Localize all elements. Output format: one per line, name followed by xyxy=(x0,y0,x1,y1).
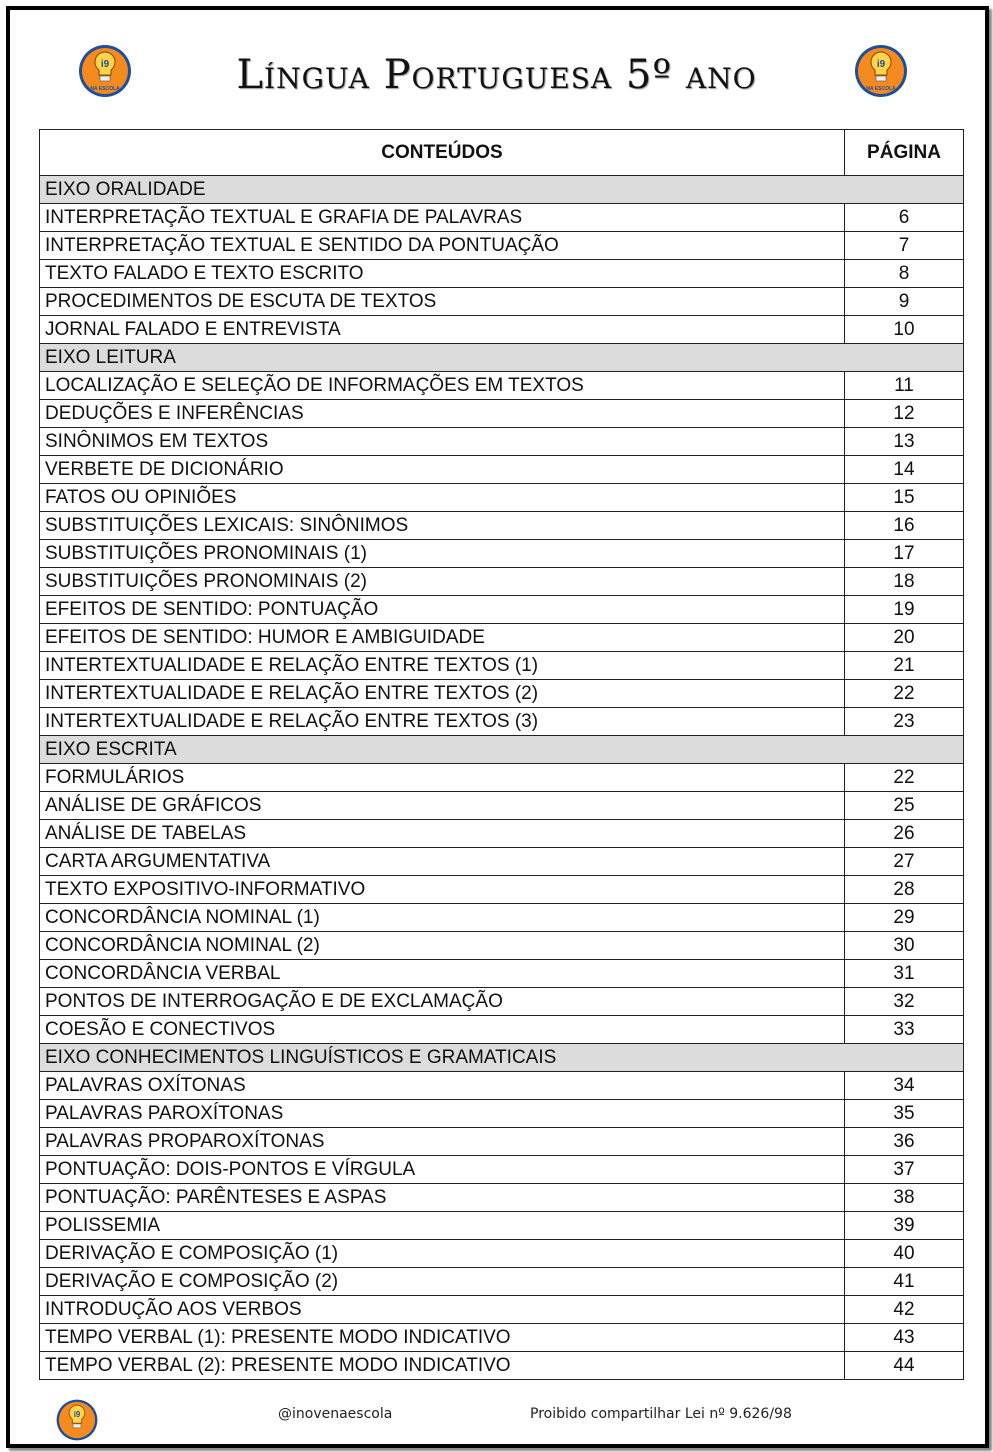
section-title: EIXO CONHECIMENTOS LINGUÍSTICOS E GRAMATICAIS xyxy=(40,1044,964,1072)
table-row xyxy=(40,624,964,652)
table-row xyxy=(40,764,964,792)
table-row xyxy=(40,540,964,568)
table-row xyxy=(40,512,964,540)
svg-text:NA ESCOLA: NA ESCOLA xyxy=(866,86,896,92)
page-number-cell: 14 xyxy=(845,456,964,484)
page-number-cell: 18 xyxy=(845,568,964,596)
topic-cell: INTERPRETAÇÃO TEXTUAL E SENTIDO DA PONTUAÇÃO xyxy=(40,232,845,260)
page-number-cell: 19 xyxy=(845,596,964,624)
table-row xyxy=(40,1156,964,1184)
table-row xyxy=(40,372,964,400)
table-row xyxy=(40,988,964,1016)
section-header-row xyxy=(40,176,964,204)
topic-cell: FATOS OU OPINIÕES xyxy=(40,484,845,512)
table-row xyxy=(40,1128,964,1156)
table-row xyxy=(40,1352,964,1380)
footer-handle: @inovenaescola xyxy=(278,1406,393,1422)
section-title: EIXO ORALIDADE xyxy=(40,176,964,204)
page-number-cell: 6 xyxy=(845,204,964,232)
svg-text:i9: i9 xyxy=(100,59,110,70)
page-number-cell: 27 xyxy=(845,848,964,876)
topic-cell: TEXTO FALADO E TEXTO ESCRITO xyxy=(40,260,845,288)
table-row xyxy=(40,848,964,876)
table-row xyxy=(40,456,964,484)
topic-cell: PONTOS DE INTERROGAÇÃO E DE EXCLAMAÇÃO xyxy=(40,988,845,1016)
page-number-cell: 34 xyxy=(845,1072,964,1100)
page-number-cell: 17 xyxy=(845,540,964,568)
page-number-cell: 22 xyxy=(845,680,964,708)
page-number-cell: 30 xyxy=(845,932,964,960)
table-row xyxy=(40,792,964,820)
topic-cell: INTERTEXTUALIDADE E RELAÇÃO ENTRE TEXTOS (1) xyxy=(40,652,845,680)
section-title: EIXO LEITURA xyxy=(40,344,964,372)
section-header-row xyxy=(40,1044,964,1072)
table-body xyxy=(40,176,964,1380)
table-row xyxy=(40,596,964,624)
page-number-cell: 44 xyxy=(845,1352,964,1380)
topic-cell: DEDUÇÕES E INFERÊNCIAS xyxy=(40,400,845,428)
table-row xyxy=(40,428,964,456)
footer-copyright-notice: Proibido compartilhar Lei nº 9.626/98 xyxy=(530,1406,792,1422)
topic-cell: ANÁLISE DE TABELAS xyxy=(40,820,845,848)
table-row xyxy=(40,876,964,904)
table-row xyxy=(40,400,964,428)
table-row xyxy=(40,1240,964,1268)
table-header-row xyxy=(40,130,964,176)
topic-cell: VERBETE DE DICIONÁRIO xyxy=(40,456,845,484)
topic-cell: PALAVRAS OXÍTONAS xyxy=(40,1072,845,1100)
page-title: Língua Portuguesa 5º ano xyxy=(236,52,757,98)
page-number-cell: 41 xyxy=(845,1268,964,1296)
page-number-cell: 21 xyxy=(845,652,964,680)
topic-cell: PALAVRAS PAROXÍTONAS xyxy=(40,1100,845,1128)
page-number-cell: 29 xyxy=(845,904,964,932)
topic-cell: PONTUAÇÃO: DOIS-PONTOS E VÍRGULA xyxy=(40,1156,845,1184)
page-number-cell: 36 xyxy=(845,1128,964,1156)
svg-text:i9: i9 xyxy=(876,59,886,70)
section-header-row xyxy=(40,736,964,764)
page-number-cell: 35 xyxy=(845,1100,964,1128)
column-header-contents: CONTEÚDOS xyxy=(40,130,845,176)
table-row xyxy=(40,1212,964,1240)
topic-cell: PALAVRAS PROPAROXÍTONAS xyxy=(40,1128,845,1156)
topic-cell: COESÃO E CONECTIVOS xyxy=(40,1016,845,1044)
topic-cell: JORNAL FALADO E ENTREVISTA xyxy=(40,316,845,344)
table-row xyxy=(40,288,964,316)
topic-cell: ANÁLISE DE GRÁFICOS xyxy=(40,792,845,820)
topic-cell: CONCORDÂNCIA NOMINAL (2) xyxy=(40,932,845,960)
topic-cell: INTERTEXTUALIDADE E RELAÇÃO ENTRE TEXTOS (3) xyxy=(40,708,845,736)
page-number-cell: 15 xyxy=(845,484,964,512)
topic-cell: EFEITOS DE SENTIDO: HUMOR E AMBIGUIDADE xyxy=(40,624,845,652)
table-row xyxy=(40,680,964,708)
topic-cell: POLISSEMIA xyxy=(40,1212,845,1240)
topic-cell: FORMULÁRIOS xyxy=(40,764,845,792)
topic-cell: INTERPRETAÇÃO TEXTUAL E GRAFIA DE PALAVRAS xyxy=(40,204,845,232)
topic-cell: SUBSTITUIÇÕES PRONOMINAIS (2) xyxy=(40,568,845,596)
table-row xyxy=(40,1324,964,1352)
table-row xyxy=(40,904,964,932)
topic-cell: SUBSTITUIÇÕES LEXICAIS: SINÔNIMOS xyxy=(40,512,845,540)
page-number-cell: 33 xyxy=(845,1016,964,1044)
page-number-cell: 20 xyxy=(845,624,964,652)
column-header-page: PÁGINA xyxy=(845,130,964,176)
svg-text:NA ESCOLA: NA ESCOLA xyxy=(90,86,120,92)
page-number-cell: 12 xyxy=(845,400,964,428)
page-number-cell: 7 xyxy=(845,232,964,260)
table-row xyxy=(40,316,964,344)
topic-cell: INTRODUÇÃO AOS VERBOS xyxy=(40,1296,845,1324)
topic-cell: CONCORDÂNCIA VERBAL xyxy=(40,960,845,988)
section-title: EIXO ESCRITA xyxy=(40,736,964,764)
page-number-cell: 25 xyxy=(845,792,964,820)
page-number-cell: 31 xyxy=(845,960,964,988)
page-number-cell: 10 xyxy=(845,316,964,344)
topic-cell: CARTA ARGUMENTATIVA xyxy=(40,848,845,876)
page-number-cell: 40 xyxy=(845,1240,964,1268)
topic-cell: SINÔNIMOS EM TEXTOS xyxy=(40,428,845,456)
section-header-row xyxy=(40,344,964,372)
page-number-cell: 23 xyxy=(845,708,964,736)
topic-cell: EFEITOS DE SENTIDO: PONTUAÇÃO xyxy=(40,596,845,624)
page-number-cell: 22 xyxy=(845,764,964,792)
page-number-cell: 13 xyxy=(845,428,964,456)
table-row xyxy=(40,1016,964,1044)
table-row xyxy=(40,1184,964,1212)
page-number-cell: 9 xyxy=(845,288,964,316)
page-number-cell: 11 xyxy=(845,372,964,400)
topic-cell: TEXTO EXPOSITIVO-INFORMATIVO xyxy=(40,876,845,904)
table-row xyxy=(40,708,964,736)
topic-cell: PROCEDIMENTOS DE ESCUTA DE TEXTOS xyxy=(40,288,845,316)
page-number-cell: 32 xyxy=(845,988,964,1016)
topic-cell: LOCALIZAÇÃO E SELEÇÃO DE INFORMAÇÕES EM TEXTOS xyxy=(40,372,845,400)
page-number-cell: 16 xyxy=(845,512,964,540)
page-number-cell: 39 xyxy=(845,1212,964,1240)
table-row xyxy=(40,204,964,232)
page-number-cell: 42 xyxy=(845,1296,964,1324)
table-row xyxy=(40,1100,964,1128)
table-row xyxy=(40,232,964,260)
topic-cell: SUBSTITUIÇÕES PRONOMINAIS (1) xyxy=(40,540,845,568)
topic-cell: DERIVAÇÃO E COMPOSIÇÃO (2) xyxy=(40,1268,845,1296)
page-number-cell: 26 xyxy=(845,820,964,848)
svg-text:i9: i9 xyxy=(73,1409,81,1419)
topic-cell: CONCORDÂNCIA NOMINAL (1) xyxy=(40,904,845,932)
page-number-cell: 38 xyxy=(845,1184,964,1212)
topic-cell: INTERTEXTUALIDADE E RELAÇÃO ENTRE TEXTOS (2) xyxy=(40,680,845,708)
page-number-cell: 43 xyxy=(845,1324,964,1352)
topic-cell: DERIVAÇÃO E COMPOSIÇÃO (1) xyxy=(40,1240,845,1268)
lightbulb-logo-icon xyxy=(55,1398,99,1442)
table-row xyxy=(40,1296,964,1324)
contents-table xyxy=(39,129,964,1380)
table-row xyxy=(40,260,964,288)
topic-cell: TEMPO VERBAL (1): PRESENTE MODO INDICATIVO xyxy=(40,1324,845,1352)
page-number-cell: 28 xyxy=(845,876,964,904)
table-row xyxy=(40,568,964,596)
page-number-cell: 8 xyxy=(845,260,964,288)
table-row xyxy=(40,960,964,988)
table-row xyxy=(40,1268,964,1296)
topic-cell: PONTUAÇÃO: PARÊNTESES E ASPAS xyxy=(40,1184,845,1212)
table-row xyxy=(40,1072,964,1100)
table-row xyxy=(40,932,964,960)
table-row xyxy=(40,652,964,680)
topic-cell: TEMPO VERBAL (2): PRESENTE MODO INDICATIVO xyxy=(40,1352,845,1380)
page-number-cell: 37 xyxy=(845,1156,964,1184)
table-row xyxy=(40,484,964,512)
table-row xyxy=(40,820,964,848)
